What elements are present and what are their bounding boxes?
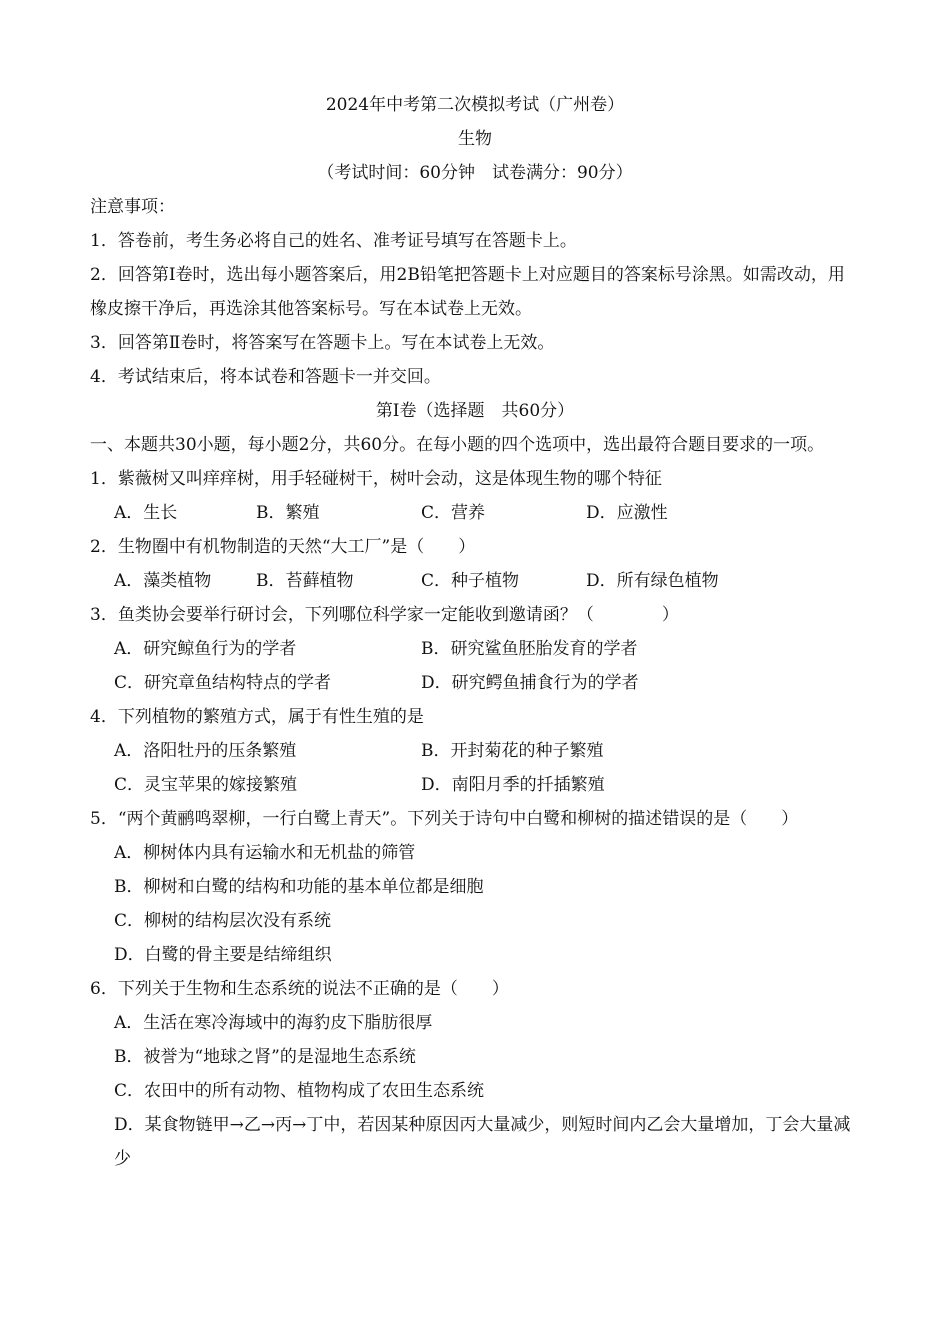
notes-heading: 注意事项： xyxy=(90,197,175,217)
exam-subject: 生物 xyxy=(458,129,492,149)
option-row xyxy=(90,632,860,666)
option-a: A．柳树体内具有运输水和无机盐的筛管 xyxy=(114,843,416,863)
option-c: C．研究章鱼结构特点的学者 xyxy=(114,673,332,693)
option-d: D．所有绿色植物 xyxy=(586,571,719,591)
question-stem: 6．下列关于生物和生态系统的说法不正确的是（ ） xyxy=(90,979,509,999)
option-d: D．南阳月季的扦插繁殖 xyxy=(421,775,605,795)
option-b: B．研究鲨鱼胚胎发育的学者 xyxy=(421,639,638,659)
note-item: 4．考试结束后，将本试卷和答题卡一并交回。 xyxy=(90,367,441,387)
option-b: B．苔藓植物 xyxy=(256,571,354,591)
option-c: C．农田中的所有动物、植物构成了农田生态系统 xyxy=(114,1081,485,1101)
option-c: C．灵宝苹果的嫁接繁殖 xyxy=(114,775,298,795)
question-stem: 4．下列植物的繁殖方式，属于有性生殖的是 xyxy=(90,707,424,727)
option-d: D．应激性 xyxy=(586,503,668,523)
option-row xyxy=(90,768,860,802)
section-instruction: 一、本题共30小题，每小题2分，共60分。在每小题的四个选项中，选出最符合题目要求的一项。 xyxy=(90,435,825,455)
option-a: A．藻类植物 xyxy=(114,571,212,591)
question-stem: 5．“两个黄鹂鸣翠柳，一行白鹭上青天”。下列关于诗句中白鹭和柳树的描述错误的是（ ） xyxy=(90,809,799,829)
option-b: B．开封菊花的种子繁殖 xyxy=(421,741,604,761)
option-row xyxy=(90,734,860,768)
option-a: A．生长 xyxy=(114,503,178,523)
section-title: 第Ⅰ卷（选择题 共60分） xyxy=(375,401,575,421)
exam-title: 2024年中考第二次模拟考试（广州卷） xyxy=(325,95,625,115)
option-c: C．营养 xyxy=(421,503,486,523)
option-a: A．生活在寒冷海域中的海豹皮下脂肪很厚 xyxy=(114,1013,433,1033)
option-row xyxy=(90,496,860,530)
question-stem: 2．生物圈中有机物制造的天然“大工厂”是（ ） xyxy=(90,537,476,557)
option-b: B．繁殖 xyxy=(256,503,320,523)
option-d: D．研究鳄鱼捕食行为的学者 xyxy=(421,673,639,693)
option-b: B．被誉为“地球之肾”的是湿地生态系统 xyxy=(114,1047,416,1067)
note-item: 2．回答第Ⅰ卷时，选出每小题答案后，用2B铅笔把答题卡上对应题目的答案标号涂黑。如需改动，用橡皮擦干净后，再选涂其他答案标号。写在本试卷上无效。 xyxy=(90,265,845,319)
option-a: A．研究鲸鱼行为的学者 xyxy=(114,639,297,659)
option-row xyxy=(90,564,860,598)
option-c: C．种子植物 xyxy=(421,571,520,591)
option-a: A．洛阳牡丹的压条繁殖 xyxy=(114,741,297,761)
option-row xyxy=(90,666,860,700)
question-stem: 3．鱼类协会要举行研讨会，下列哪位科学家一定能收到邀请函？（ ） xyxy=(90,605,679,625)
question-stem: 1．紫薇树又叫痒痒树，用手轻碰树干，树叶会动，这是体现生物的哪个特征 xyxy=(90,469,662,489)
note-item: 3．回答第Ⅱ卷时，将答案写在答题卡上。写在本试卷上无效。 xyxy=(90,333,555,353)
note-item: 1．答卷前，考生务必将自己的姓名、准考证号填写在答题卡上。 xyxy=(90,231,577,251)
option-d: D．某食物链甲→乙→丙→丁中，若因某种原因丙大量减少，则短时间内乙会大量增加，丁会大量减少 xyxy=(114,1115,851,1169)
exam-info: （考试时间：60分钟 试卷满分：90分） xyxy=(317,163,633,183)
option-b: B．柳树和白鹭的结构和功能的基本单位都是细胞 xyxy=(114,877,484,897)
option-c: C．柳树的结构层次没有系统 xyxy=(114,911,332,931)
option-d: D．白鹭的骨主要是结缔组织 xyxy=(114,945,332,965)
exam-page xyxy=(90,88,860,1176)
